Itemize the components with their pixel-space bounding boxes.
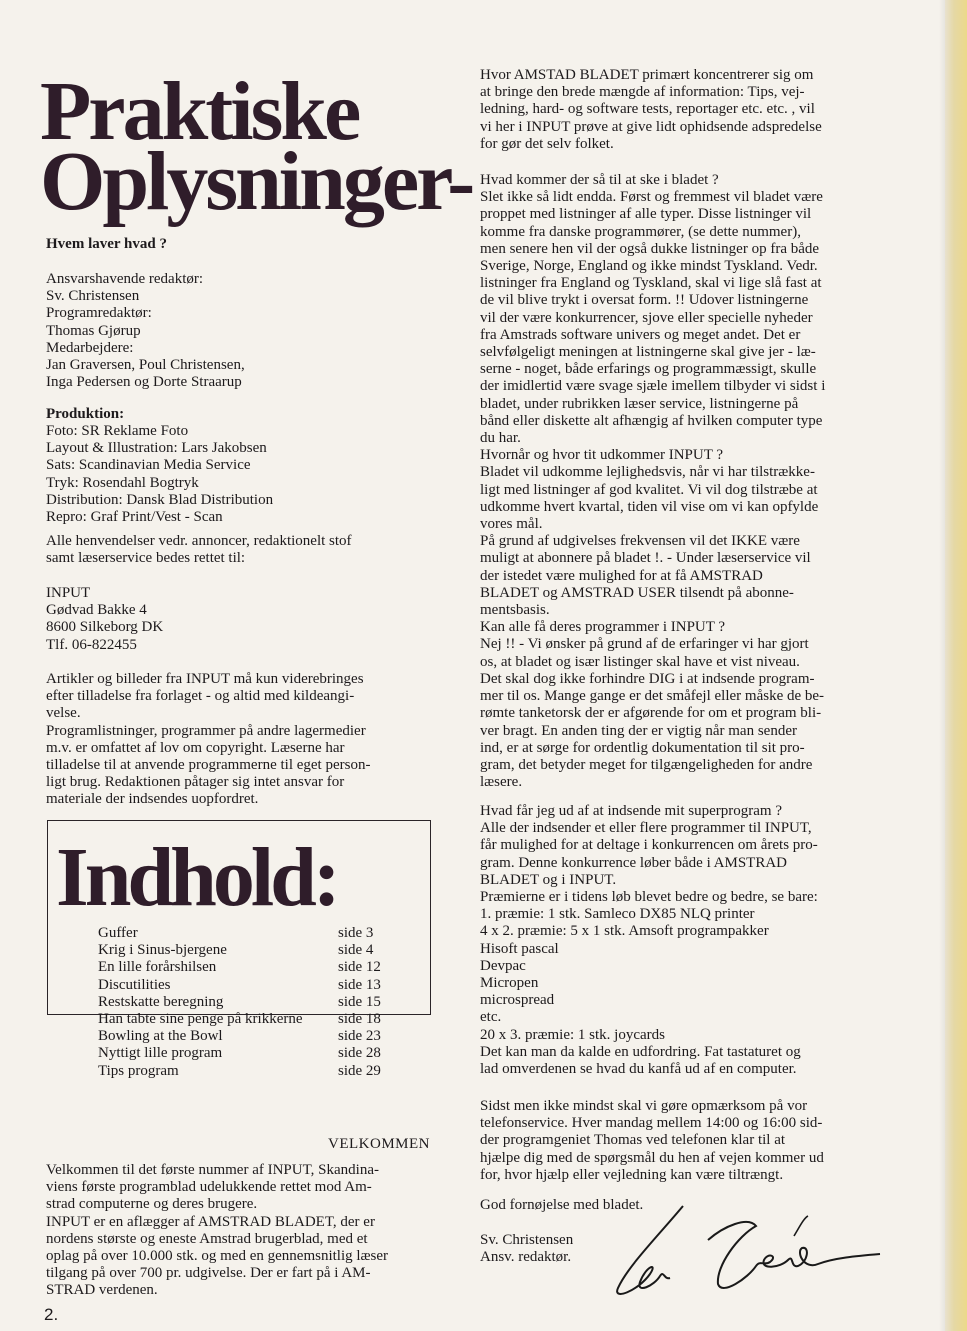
text-line: Tlf. 06-822455: [46, 636, 137, 653]
text-line: mentsbasis.: [480, 602, 550, 619]
text-line: ligt brug. Redaktionen påtager sig intet ansvar for: [46, 774, 345, 791]
text-line: vil der være konkurrencer, sjove eller specielle nyheder: [480, 309, 813, 326]
text-line: Hvor AMSTAD BLADET primært koncentrerer sig om: [480, 67, 814, 83]
text-line: Micropen: [480, 975, 539, 992]
text-line: muligt at abonnere på bladet !. - Under læserservice vil: [480, 550, 811, 567]
contents-item: [98, 1045, 398, 1062]
text-line: Hvad kommer der så til at ske i bladet ?: [480, 172, 719, 188]
page-edge: [945, 0, 967, 1331]
text-line: vi her i INPUT prøve at give lidt ophidsende adspredelse: [480, 118, 822, 135]
production-heading: Produktion:: [46, 406, 125, 422]
inquiries-text: [46, 533, 352, 567]
text-line: de vil blive trykt i oversat form. !! Udover listningerne: [480, 292, 809, 309]
text-line: men senere hen vil der også dukke listninger op fra både: [480, 240, 820, 257]
contents-item-title: Restskatte beregning: [98, 993, 224, 1010]
text-line: INPUT er en aflægger af AMSTRAD BLADET, der er: [46, 1213, 375, 1230]
text-line: rømte tanketorsk der er afgørende for om et program bli-: [480, 705, 822, 722]
text-line: 4 x 2. præmie: 5 x 1 stk. Amsoft programpakker: [480, 923, 769, 940]
contents-item-title: Han tabte sine penge på krikkerne: [98, 1010, 303, 1027]
text-line: der istedet være mulighed for at få AMSTRAD: [480, 567, 763, 584]
text-line: fra Amstrads software univers og meget andet. Det er: [480, 326, 801, 343]
page-title-line2: Oplysninger-: [40, 135, 473, 228]
text-line: Sats: Scandinavian Media Service: [46, 457, 251, 474]
text-line: Repro: Graf Print/Vest - Scan: [46, 509, 223, 526]
text-line: serne - noget, både erfarings og programmæssigt, skulle: [480, 361, 817, 378]
text-line: materiale der indsendes uopfordret.: [46, 791, 259, 808]
text-line: der programgeniet Thomas ved telefonen klar til at: [480, 1132, 786, 1149]
text-line: Foto: SR Reklame Foto: [46, 423, 189, 439]
contents-item: [98, 925, 398, 942]
text-line: Tryk: Rosendahl Bogtryk: [46, 474, 199, 491]
text-line: bladet, under rubrikken læser service, listningerne på: [480, 395, 799, 412]
text-line: tilladelse til at anvende programmerne til eget person-: [46, 757, 371, 774]
contents-item-title: Discutilities: [98, 976, 171, 993]
text-line: ver bragt. En anden ting der er vigtig når man sender: [480, 722, 797, 739]
contents-title: Indhold:: [56, 831, 337, 924]
text-line: læsere.: [480, 774, 523, 791]
contents-item: [98, 959, 398, 976]
text-line: Kan alle få deres programmer i INPUT ?: [480, 619, 726, 636]
contents-item-page: side 18: [338, 1010, 381, 1027]
text-line: oplag på over 10.000 stk. og med en gennemsnitlig læser: [46, 1248, 389, 1265]
text-line: Thomas Gjørup: [46, 322, 141, 339]
text-line: Præmierne er i tidens løb blevet bedre og bedre, se bare:: [480, 889, 818, 906]
signature-graphic: [598, 1196, 888, 1306]
contents-item-page: side 4: [338, 942, 374, 959]
welcome-heading: VELKOMMEN: [328, 1136, 430, 1152]
text-line: BLADET og i INPUT.: [480, 871, 617, 888]
text-line: Jan Graversen, Poul Christensen,: [46, 357, 245, 374]
text-line: Inga Pedersen og Dorte Straarup: [46, 374, 242, 391]
text-line: tilgang på over 700 pr. udgivelse. Der er fart på i AM-: [46, 1265, 371, 1282]
text-line: hjælpe dig med de spørgsmål du hen af vejen kommer ud: [480, 1149, 824, 1166]
text-line: gram, det betyder meget for tilgængeligheden for andre: [480, 756, 813, 773]
text-line: ligt med listninger af god kvalitet. Vi vil dog tilstræbe at: [480, 481, 818, 498]
text-line: Programredaktør:: [46, 305, 152, 322]
text-line: Sv. Christensen: [46, 288, 140, 305]
contents-item: [98, 977, 398, 994]
text-line: strad computerne og deres brugere.: [46, 1196, 258, 1213]
text-line: velse.: [46, 705, 81, 722]
text-line: Det skal dog ikke forhindre DIG i at indsende program-: [480, 670, 815, 687]
contents-item-title: Krig i Sinus-bjergene: [98, 942, 227, 959]
text-line: 8600 Silkeborg DK: [46, 619, 164, 636]
text-line: 20 x 3. præmie: 1 stk. joycards: [480, 1026, 665, 1043]
contents-item-title: Nyttigt lille program: [98, 1045, 223, 1062]
text-line: Gødvad Bakke 4: [46, 602, 147, 619]
text-line: at bringe den brede mængde af information: Tips, vej-: [480, 84, 805, 101]
contents-item-title: Tips program: [98, 1062, 179, 1079]
text-line: På grund af udgivelses frekvensen vil det IKKE være: [480, 533, 800, 550]
text-line: listninger fra England og Tyskland, skal vi lige slå fast at: [480, 275, 822, 292]
contents-item-title: En lille forårshilsen: [98, 959, 217, 976]
contents-item-page: side 15: [338, 993, 381, 1010]
signer-name: Sv. Christensen: [480, 1232, 574, 1248]
prizes-text: [480, 803, 818, 1078]
text-line: Medarbejdere:: [46, 339, 134, 356]
text-line: der imidlertid være svage sjæle imellem tilbyder vi sidst i: [480, 378, 826, 395]
text-line: microspread: [480, 992, 555, 1009]
who-heading: Hvem laver hvad ?: [46, 236, 167, 252]
text-line: m.v. er omfattet af lov om copyright. Læserne har: [46, 739, 345, 756]
address-block: [46, 585, 163, 654]
page-number: 2.: [44, 1305, 59, 1324]
text-line: selvfølgeligt meningen at listningerne skal give jer - læ-: [480, 344, 816, 361]
text-line: komme fra danske programmører, (se dette nummer),: [480, 223, 801, 240]
text-line: etc.: [480, 1009, 502, 1026]
copyright-text: [46, 671, 370, 809]
contents-item-page: side 29: [338, 1062, 381, 1079]
contents-item-title: Bowling at the Bowl: [98, 1028, 223, 1045]
intro-text: [480, 67, 822, 153]
text-line: Velkommen til det første nummer af INPUT, Skandina-: [46, 1162, 379, 1178]
text-line: Nej !! - Vi ønsker på grund af de erfaringer vi har gjort: [480, 636, 809, 653]
contents-item: [98, 1011, 398, 1028]
contents-item: [98, 1028, 398, 1045]
text-line: gram. Denne konkurrence løber både i AMSTRAD: [480, 854, 788, 871]
signer-title: Ansv. redaktør.: [480, 1249, 572, 1265]
contents-item-page: side 13: [338, 976, 381, 993]
text-line: ledning, hard- og software tests, reportager etc. etc. , vil: [480, 101, 815, 118]
text-line: Alle henvendelser vedr. annoncer, redaktionelt stof: [46, 533, 352, 549]
text-line: STRAD verdenen.: [46, 1282, 158, 1299]
text-line: Programlistninger, programmer på andre lagermedier: [46, 722, 366, 739]
contents-item: [98, 1063, 398, 1080]
contents-item-page: side 3: [338, 925, 374, 941]
text-line: telefonservice. Hver mandag mellem 14:00 og 16:00 sid-: [480, 1115, 823, 1132]
text-line: Sidst men ikke mindst skal vi gøre opmærksom på vor: [480, 1098, 808, 1114]
text-line: Hvornår og hvor tit udkommer INPUT ?: [480, 447, 724, 464]
text-line: Alle der indsender et eller flere programmer til INPUT,: [480, 820, 812, 837]
text-line: proppet med listninger af alle typer. Disse listninger vil: [480, 206, 812, 223]
contents-item-title: Guffer: [98, 925, 138, 941]
text-line: viens første programblad udelukkende rettet mod Am-: [46, 1179, 372, 1196]
contents-list: [98, 925, 398, 1080]
text-line: Ansvarshavende redaktør:: [46, 271, 204, 287]
text-line: os, at bladet og især listinger skal have et vist niveau.: [480, 653, 800, 670]
staff-list: [46, 271, 245, 391]
contents-item-page: side 28: [338, 1045, 381, 1062]
text-line: udkomme hvert kvartal, tiden vil vise om vi kan opfylde: [480, 498, 819, 515]
text-line: du har.: [480, 430, 521, 447]
text-line: Hvad får jeg ud af at indsende mit superprogram ?: [480, 803, 782, 819]
text-line: mer til os. Mange gange er det småfejl eller måske de be-: [480, 688, 825, 705]
text-line: Det kan man da kalde en udfordring. Fat tastaturet og: [480, 1043, 801, 1060]
closing-text: [480, 1098, 824, 1184]
page-title-line1: Praktiske: [40, 65, 359, 158]
contents-item-page: side 12: [338, 959, 381, 976]
text-line: får mulighed for at deltage i konkurrencen om årets pro-: [480, 837, 818, 854]
text-line: Sverige, Norge, England og ikke mindst Tyskland. Vedr.: [480, 258, 818, 275]
contents-item: [98, 994, 398, 1011]
text-line: samt læserservice bedes rettet til:: [46, 550, 246, 567]
greeting: God fornøjelse med bladet.: [480, 1197, 644, 1213]
welcome-text: [46, 1162, 388, 1300]
text-line: Distribution: Dansk Blad Distribution: [46, 491, 274, 508]
text-line: INPUT: [46, 585, 91, 601]
text-line: lad omverdenen se hvad du kanfå ud af en computer.: [480, 1061, 797, 1078]
text-line: nordens største og eneste Amstrad brugerblad, med et: [46, 1230, 368, 1247]
contents-item: [98, 942, 398, 959]
text-line: 1. præmie: 1 stk. Samleco DX85 NLQ printer: [480, 906, 755, 923]
text-line: BLADET og AMSTRAD USER tilsendt på abonne-: [480, 584, 794, 601]
text-line: for, hvor hjælp eller vejledning kan være tiltrængt.: [480, 1166, 784, 1183]
text-line: vores mål.: [480, 516, 543, 533]
text-line: Hisoft pascal: [480, 940, 559, 957]
text-line: efter tilladelse fra forlaget - og altid med kildeangi-: [46, 688, 355, 705]
production-list: [46, 423, 273, 526]
text-line: Bladet vil udkomme lejlighedsvis, når vi har tilstrække-: [480, 464, 815, 481]
contents-item-page: side 23: [338, 1028, 381, 1045]
text-line: for gør det selv folket.: [480, 135, 614, 152]
text-line: Devpac: [480, 957, 526, 974]
main-text: [480, 172, 825, 791]
text-line: bånd eller diskette alt afhængig af hvilken computer type: [480, 412, 823, 429]
text-line: Slet ikke så lidt endda. Først og fremmest vil bladet være: [480, 189, 823, 206]
text-line: ind, er at sørge for ordentlig dokumentation til sit pro-: [480, 739, 805, 756]
text-line: Layout & Illustration: Lars Jakobsen: [46, 440, 267, 457]
text-line: Artikler og billeder fra INPUT må kun viderebringes: [46, 671, 364, 687]
